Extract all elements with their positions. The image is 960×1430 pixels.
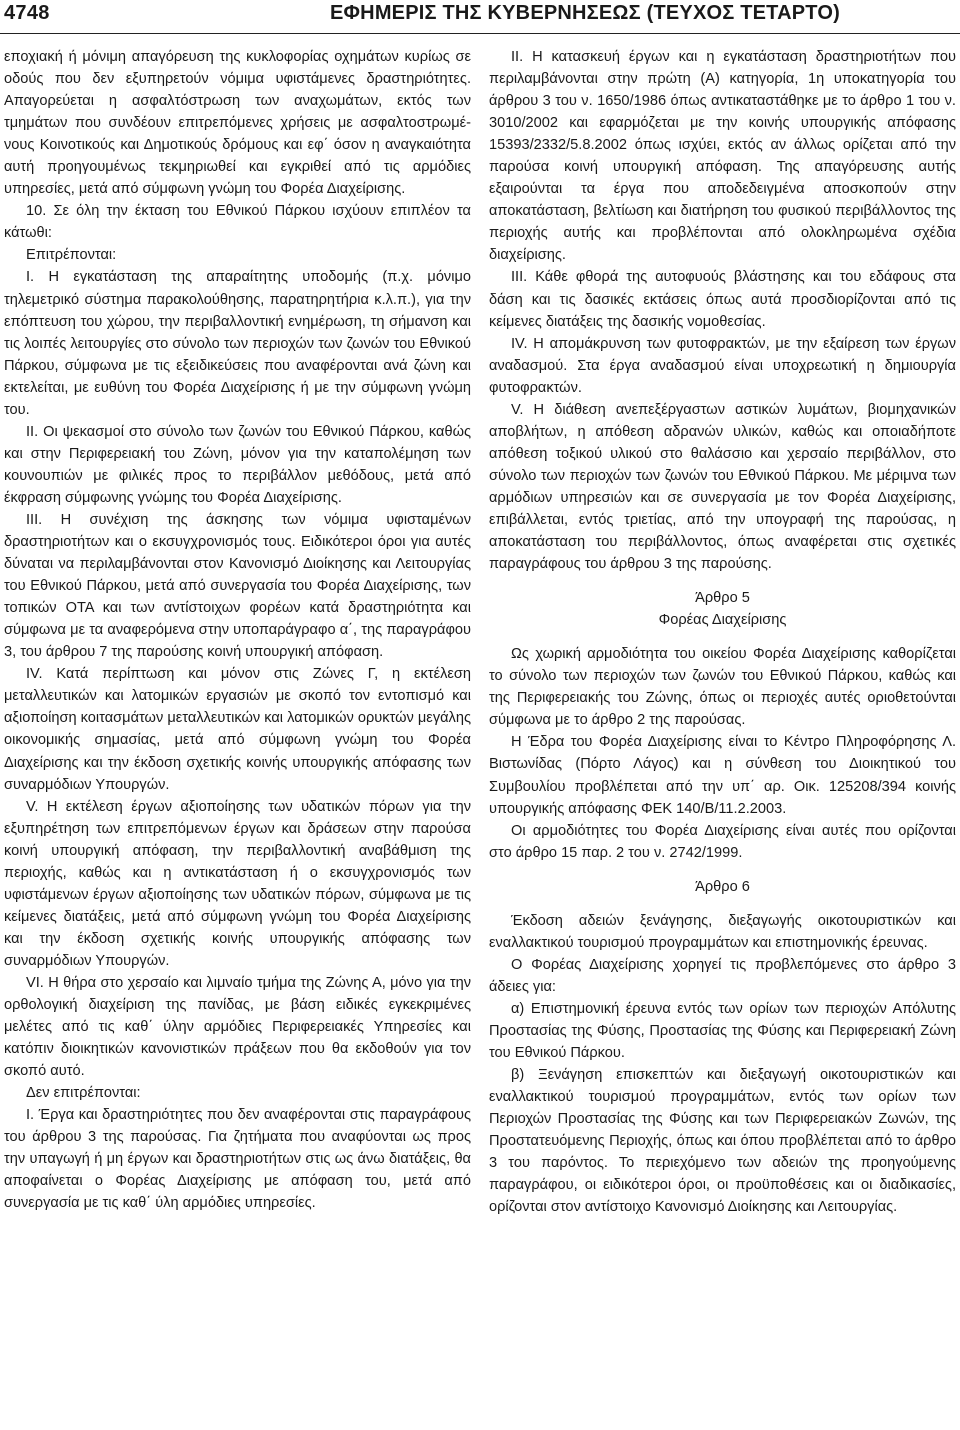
paragraph: Οι αρμοδιότητες του Φορέα Διαχείρισης είναι αυτές που ορίζονται στο άρθρο 15 παρ. 2 του ν. 2742/1999.: [489, 822, 956, 861]
paragraph: IV. Η απομάκρυνση των φυτοφρακτών, με την εξαίρεση των έργων αναδασμού. Στα έργα αναδασμού είναι υποχρεωτική η δημιουργία φυτοφρακτών.: [489, 335, 956, 396]
paragraph: β) Ξενάγηση επισκεπτών και διεξαγωγή οικοτουριστικών και εναλλακτικού τουρισμού προγραμμάτων, εντός των ορίων των Περιοχών Προστασίας της Φύσης και των Περιφερειακών Ζωνών, της Προστατευόμενης Περιοχής, όπως και όπου προβλέπεται από το άρθρο 3 του παρόντος. Το περιεχόμενο των αδειών της προηγούμενης παραγράφου, οι ειδικότεροι όροι, οι προϋποθέσεις και οι διαδικασίες, ορίζονται στον αντίστοιχο Κανονισμό Διοίκησης και Λειτουργίας.: [489, 1067, 956, 1216]
paragraph: ΙΙΙ. Κάθε φθορά της αυτοφυούς βλάστησης και του εδάφους στα δάση και τις δασικές εκτάσεις όπως αυτά προσδιορίζονται από τις κείμενες διατάξεις της δασικής νομοθεσίας.: [489, 269, 956, 330]
paragraph: Έκδοση αδειών ξενάγησης, διεξαγωγής οικοτουριστικών και εναλλακτικού τουρισμού προγραμμάτων και επιστημονικής έρευνας.: [489, 912, 956, 951]
page-header: [0, 0, 960, 34]
paragraph: ΙΙΙ. Η συνέχιση της άσκησης των νόμιμα υφισταμένων δραστηριοτήτων και ο εκσυγχρονισμός τους. Ειδικότεροι όροι για αυτές δύναται να περιλαμβάνονται στον Κανονισμό Διοίκησης και Λειτουργίας του Εθνικού Πάρκου, μετά από συνεργασία του Φορέα Διαχείρισης, των τοπικών ΟΤΑ και των αντίστοιχων φορέων κατά δραστηριότητα και σύμφωνα με τα αναφερόμενα στην υποπαράγραφο α΄, της παραγράφου 3, του άρθρου 7 της παρούσης κοινή υπουργική απόφαση.: [4, 511, 471, 661]
paragraph: ΙΙ. Η κατασκευή έργων και η εγκατάσταση δραστηριοτήτων που περιλαμβάνονται στην πρώτη (Α) κατηγορία, 1η υποκατηγορία του άρθρου 3 του ν. 1650/1986 όπως αντικαταστάθηκε με το άρθρο 1 του ν. 3010/2002 και εφαρμόζεται με την κοινής υπουργικής απόφασης 15393/2332/5.8.2002 όπως ισχύει, εκτός αν άλλως ορίζεται από την παρούσα κοινή υπουργική απόφαση. Της απαγόρευσης αυτής εξαιρούνται τα έργα που αποδεδειγμένα αποσκοπούν στην αποκατάσταση, βελτίωση και διατήρηση του φυσικού περιβάλλοντος της περιοχής αυτής και προβλέπονται από ολοκληρωμένα σχέδια διαχείρισης.: [489, 49, 956, 264]
article-subtitle: Φορέας Διαχείρισης: [658, 612, 787, 629]
article-heading: Άρθρο 6: [695, 878, 750, 895]
paragraph: Η Έδρα του Φορέα Διαχείρισης είναι το Κέντρο Πληροφόρησης Λ. Βιστωνίδας (Πόρτο Λάγος) και η σύνθεση του Διοικητικού του Συμβουλίου προβλέπεται από την υπ΄ αρ. Οικ. 125208/394 κοινής υπουργικής απόφασης ΦΕΚ 140/Β/11.2.2003.: [489, 734, 956, 817]
paragraph: Ως χωρική αρμοδιότητα του οικείου Φορέα Διαχείρισης καθορίζεται το σύνολο των περιοχών των ζωνών του Εθνικού Πάρκου, καθώς και της Περιφερειακής του Ζώνης, όπως οι περιοχές αυτές οριοθετούνται σύμφωνα με το άρθρο 2 της παρούσας.: [489, 646, 956, 729]
paragraph: Ο Φορέας Διαχείρισης χορηγεί τις προβλεπόμενες στο άρθρο 3 άδειες για:: [489, 956, 956, 995]
paragraph: Δεν επιτρέπονται:: [26, 1085, 141, 1102]
paragraph: VI. Η θήρα στο χερσαίο και λιμναίο τμήμα της Ζώνης Α, μόνο για την ορθολογική διαχείριση της πανίδας, με βάση ειδικές εγκεκριμένες μελέτες από τις καθ΄ ύλην αρμόδιες Περιφερειακές Υπηρεσίες και κατόπιν διοικητικών κανονιστικών πράξεων που θα εκδοθούν για τον σκοπό αυτό.: [4, 974, 471, 1080]
paragraph: Επιτρέπονται:: [26, 247, 117, 264]
paragraph: 10. Σε όλη την έκταση του Εθνικού Πάρκου ισχύουν επιπλέον τα κάτωθι:: [4, 203, 471, 242]
paragraph: IV. Κατά περίπτωση και μόνον στις Ζώνες Γ, η εκτέλεση μεταλλευτικών και λατομικών εργασιών με σκοπό τον εντοπισμό και αξιοποίηση κοιτασμάτων μεταλλευτικών και λατομικών ορυκτών μεγάλης οικονομικής σημασίας, μετά από σύμφωνη γνώμη του Φορέα Διαχείρισης και την έκδοση σχετικής κοινής υπουργικής απόφασης των συναρμόδιων Υπουργών.: [4, 666, 471, 793]
left-column: [4, 46, 471, 1426]
paragraph: Ι. Η εγκατάσταση της απαραίτητης υποδομής (π.χ. μόνιμο τηλεμετρικό σύστημα παρακολούθησης, παρατηρητήρια κ.λ.π.), για την επόπτευση του χώρου, την περιβαλλοντική ενημέρωση, τη σήμανση και τις λοιπές λειτουργίες στο σύνολο των περιοχών των ζωνών του Εθνικού Πάρκου, σύμφωνα με τις εξειδικεύσεις που αναφέρονται ανά ζώνη και εκτελείται, με ευθύνη του Φορέα Διαχείρισης ή με την σύμφωνη γνώμη του.: [4, 269, 471, 418]
right-column: [489, 46, 956, 1426]
page-number: 4748: [4, 2, 50, 24]
paragraph: α) Επιστημονική έρευνα εντός των ορίων των περιοχών Απόλυτης Προστασίας της Φύσης, Προστασίας της Φύσης και Περιφερειακή Ζώνη του Εθνικού Πάρκου.: [489, 1000, 956, 1062]
gazette-title: ΕΦΗΜΕΡΙΣ ΤΗΣ ΚΥΒΕΡΝΗΣΕΩΣ (ΤΕΥΧΟΣ ΤΕΤΑΡΤΟ): [330, 2, 840, 24]
paragraph: ΙΙ. Οι ψεκασμοί στο σύνολο των ζωνών του Εθνικού Πάρκου, καθώς και στην Περιφερειακή του Ζώνη, μόνον για την καταπολέμηση των κουνουπιών με φιλικές προς το περιβάλλον μεθόδους, μετά από έκφραση σύμφωνης γνώμης του Φορέα Διαχείρισης.: [4, 423, 471, 506]
article-heading: Άρθρο 5: [695, 590, 750, 607]
paragraph: Ι. Έργα και δραστηριότητες που δεν αναφέρονται στις παραγράφους του άρθρου 3 της παρούσας. Για ζητήματα που αναφύονται ως προς την υπαγωγή ή μη έργων και δραστηριοτήτων στις ως άνω διατάξεις, θα αποφαίνεται ο Φορέας Διαχείρισης με απόφαση του, μετά από συνεργασία με τις καθ΄ ύλη αρμόδιες υπηρεσίες.: [4, 1107, 471, 1212]
paragraph: V. Η διάθεση ανεπεξέργαστων αστικών λυμάτων, βιομηχανικών αποβλήτων, η απόθεση αδρανών υλικών, καθώς και οποιαδήποτε απόθεση τοξικού υλικού στο θαλάσσιο και χερσαίο περιβάλλον, στο σύνολο των περιοχών των ζωνών του Εθνικού Πάρκου. Με μέριμνα των αρμόδιων υπηρεσιών και σε συνεργασία με τον Φορέα Διαχείρισης, επιβάλλεται, εντός τριετίας, από την υπογραφή της παρούσας, η αποκατάσταση του περιβάλλοντος, όπως αναφέρεται στις σχετικές παραγράφους του άρθρου 3 της παρούσης.: [489, 401, 956, 573]
paragraph: V. Η εκτέλεση έργων αξιοποίησης των υδατικών πόρων για την εξυπηρέτηση των επιτρεπόμενων έργων και δράσεων στην παρούσα κοινή υπουργική απόφαση, την περιβαλλοντική αναβάθμιση της περιοχής, καθώς και η αντικατάσταση ή ο εκσυγχρονισμός των υφιστάμενων έργων αξιοποίησης των υδατικών πόρων, σύμφωνα με τις κείμενες διατάξεις, μετά από σύμφωνη γνώμη του Φορέα Διαχείρισης και την έκδοση σχετικής κοινής υπουργικής απόφασης των συναρμόδιων Υπουργών.: [4, 798, 471, 969]
paragraph: εποχιακή ή μόνιμη απαγόρευση της κυκλοφορίας οχημάτων κυρίως σε οδούς που δεν εξυπηρετούν νόμιμα υφιστάμενες δραστηριότητες. Απαγορεύεται η ασφαλτόστρωση των αναχωμάτων, εκτός των τμημάτων που συνδέουν επιτρεπόμενες χρήσεις με ασφαλτοστρωμένους Κοινοτικούς και Δημοτικούς δρόμους και εφ΄ όσον η αναγκαιότητα αυτή προηγουμένως τεκμηριωθεί και εγκριθεί από τις αρμόδιες υπηρεσίες, μετά από σύμφωνη γνώμη του Φορέα Διαχείρισης.: [4, 49, 471, 198]
